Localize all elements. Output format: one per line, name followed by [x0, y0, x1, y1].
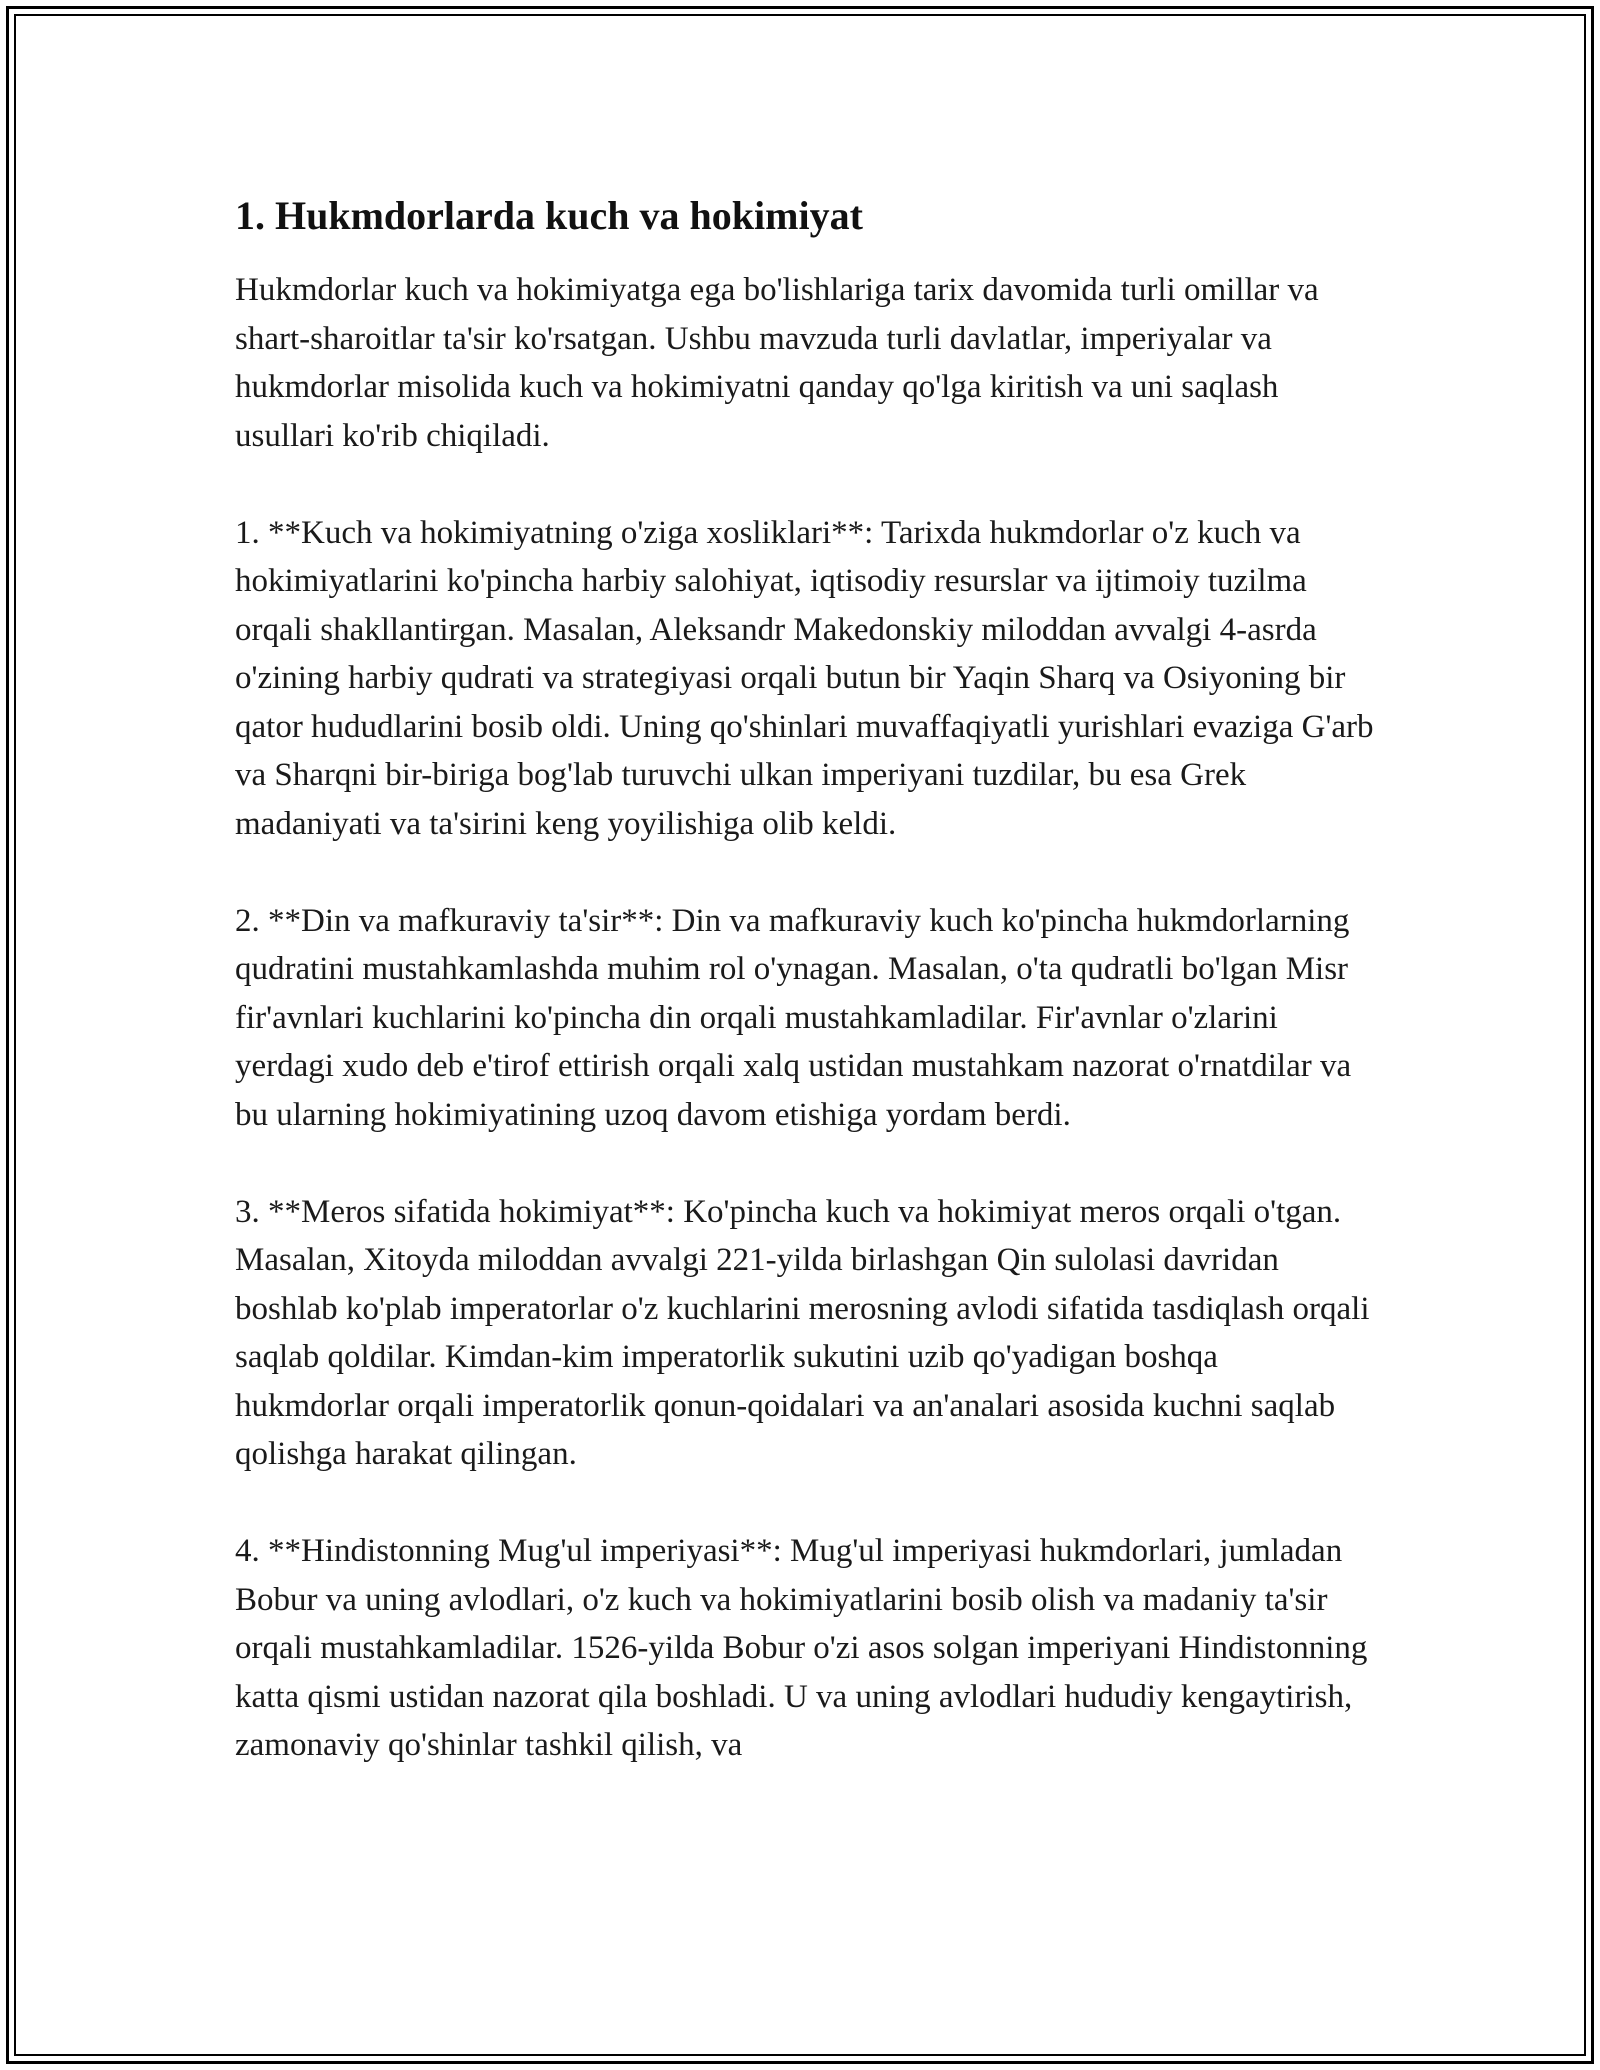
document-title: 1. Hukmdorlarda kuch va hokimiyat [235, 193, 863, 238]
paragraph-intro: Hukmdorlar kuch va hokimiyatga ega bo'lishlariga tarix davomida turli omillar va shart-sharoitlar ta'sir ko'rsatgan. Ushbu mavzuda turli davlatlar, imperiyalar va hukmdorlar misolida kuch va hokimiyatni qanday qo'lga kiritish va uni saqlash usullari ko'rib chiqiladi. [235, 272, 1319, 454]
document-body [235, 188, 1375, 1818]
paragraph-item-3: 3. **Meros sifatida hokimiyat**: Ko'pincha kuch va hokimiyat meros orqali o'tgan. Masalan, Xitoyda miloddan avvalgi 221-yilda birlashgan Qin sulolasi davridan boshlab ko'plab imperatorlar o'z kuchlarini merosning avlodi sifatida tasdiqlash orqali saqlab qoldilar. Kimdan-kim imperatorlik sukutini uzib qo'yadigan boshqa hukmdorlar orqali imperatorlik qonun-qoidalari va an'analari asosida kuchni saqlab qolishga harakat qilingan. [235, 1193, 1370, 1472]
paragraph-item-2: 2. **Din va mafkuraviy ta'sir**: Din va mafkuraviy kuch ko'pincha hukmdorlarning qudratini mustahkamlashda muhim rol o'ynagan. Masalan, o'ta qudratli bo'lgan Misr fir'avnlari kuchlarini ko'pincha din orqali mustahkamladilar. Fir'avnlar o'zlarini yerdagi xudo deb e'tirof ettirish orqali xalq ustidan mustahkam nazorat o'rnatdilar va bu ularning hokimiyatining uzoq davom etishiga yordam berdi. [235, 902, 1352, 1133]
paragraph-item-4: 4. **Hindistonning Mug'ul imperiyasi**: Mug'ul imperiyasi hukmdorlari, jumladan Bobur va uning avlodlari, o'z kuch va hokimiyatlarini bosib olish va madaniy ta'sir orqali mustahkamladilar. 1526-yilda Bobur o'zi asos solgan imperiyani Hindistonning katta qismi ustidan nazorat qila boshladi. U va uning avlodlari hududiy kengaytirish, zamonaviy qo'shinlar tashkil qilish, va [235, 1533, 1368, 1763]
paragraph-item-1: 1. **Kuch va hokimiyatning o'ziga xosliklari**: Tarixda hukmdorlar o'z kuch va hokimiyatlarini ko'pincha harbiy salohiyat, iqtisodiy resurslar va ijtimoiy tuzilma orqali shakllantirgan. Masalan, Aleksandr Makedonskiy miloddan avvalgi 4-asrda o'zining harbiy qudrati va strategiyasi orqali butun bir Yaqin Sharq va Osiyoning bir qator hududlarini bosib oldi. Uning qo'shinlari muvaffaqiyatli yurishlari evaziga G'arb va Sharqni bir-biriga bog'lab turuvchi ulkan imperiyani tuzdilar, bu esa Grek madaniyati va ta'sirini keng yoyilishiga olib keldi. [235, 514, 1374, 842]
